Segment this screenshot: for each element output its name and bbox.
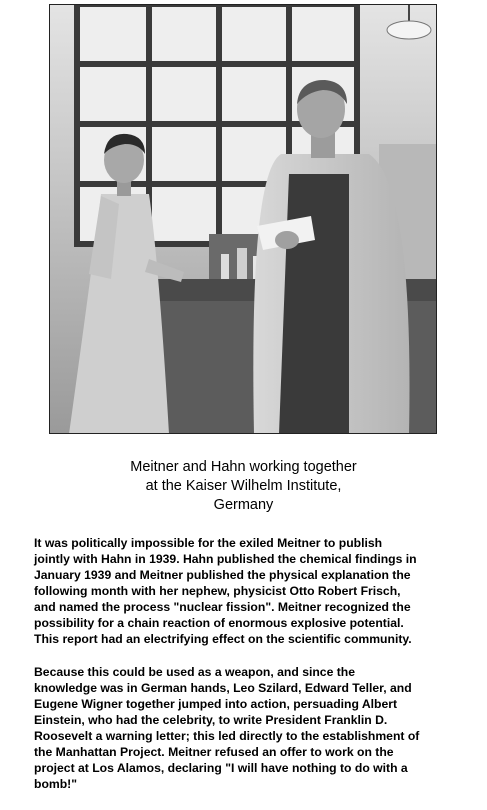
text-line: This report had an electrifying effect on the scientific community. <box>34 632 412 646</box>
paragraph-manhattan <box>34 664 474 792</box>
text-line: knowledge was in German hands, Leo Szilard, Edward Teller, and <box>34 681 412 695</box>
text-line: Because this could be used as a weapon, and since the <box>34 665 356 679</box>
text-line: Eugene Wigner together jumped into action, persuading Albert <box>34 697 398 711</box>
text-line: Einstein, who had the celebrity, to write President Franklin D. <box>34 713 388 727</box>
photo-caption <box>0 458 487 515</box>
text-line: and named the process "nuclear fission". Meitner recognized the <box>34 600 411 614</box>
caption-line: Meitner and Hahn working together <box>130 459 357 475</box>
text-line: following month with her nephew, physicist Otto Robert Frisch, <box>34 584 401 598</box>
text-line: It was politically impossible for the exiled Meitner to publish <box>34 536 383 550</box>
text-line: possibility for a chain reaction of enormous explosive potential. <box>34 616 404 630</box>
text-line: project at Los Alamos, declaring "I will have nothing to do with a <box>34 761 408 775</box>
text-line: January 1939 and Meitner published the physical explanation the <box>34 568 411 582</box>
photo-illustration <box>49 4 437 434</box>
text-line: the Manhattan Project. Meitner refused an offer to work on the <box>34 745 394 759</box>
caption-line: Germany <box>213 497 274 513</box>
text-line: Roosevelt a warning letter; this led directly to the establishment of <box>34 729 420 743</box>
text-line: bomb!" <box>34 777 78 791</box>
article-body <box>34 535 474 809</box>
paragraph-fission <box>34 535 474 647</box>
caption-line: at the Kaiser Wilhelm Institute, <box>145 478 342 494</box>
text-line: jointly with Hahn in 1939. Hahn published the chemical findings in <box>34 552 417 566</box>
historical-photo <box>49 4 437 434</box>
